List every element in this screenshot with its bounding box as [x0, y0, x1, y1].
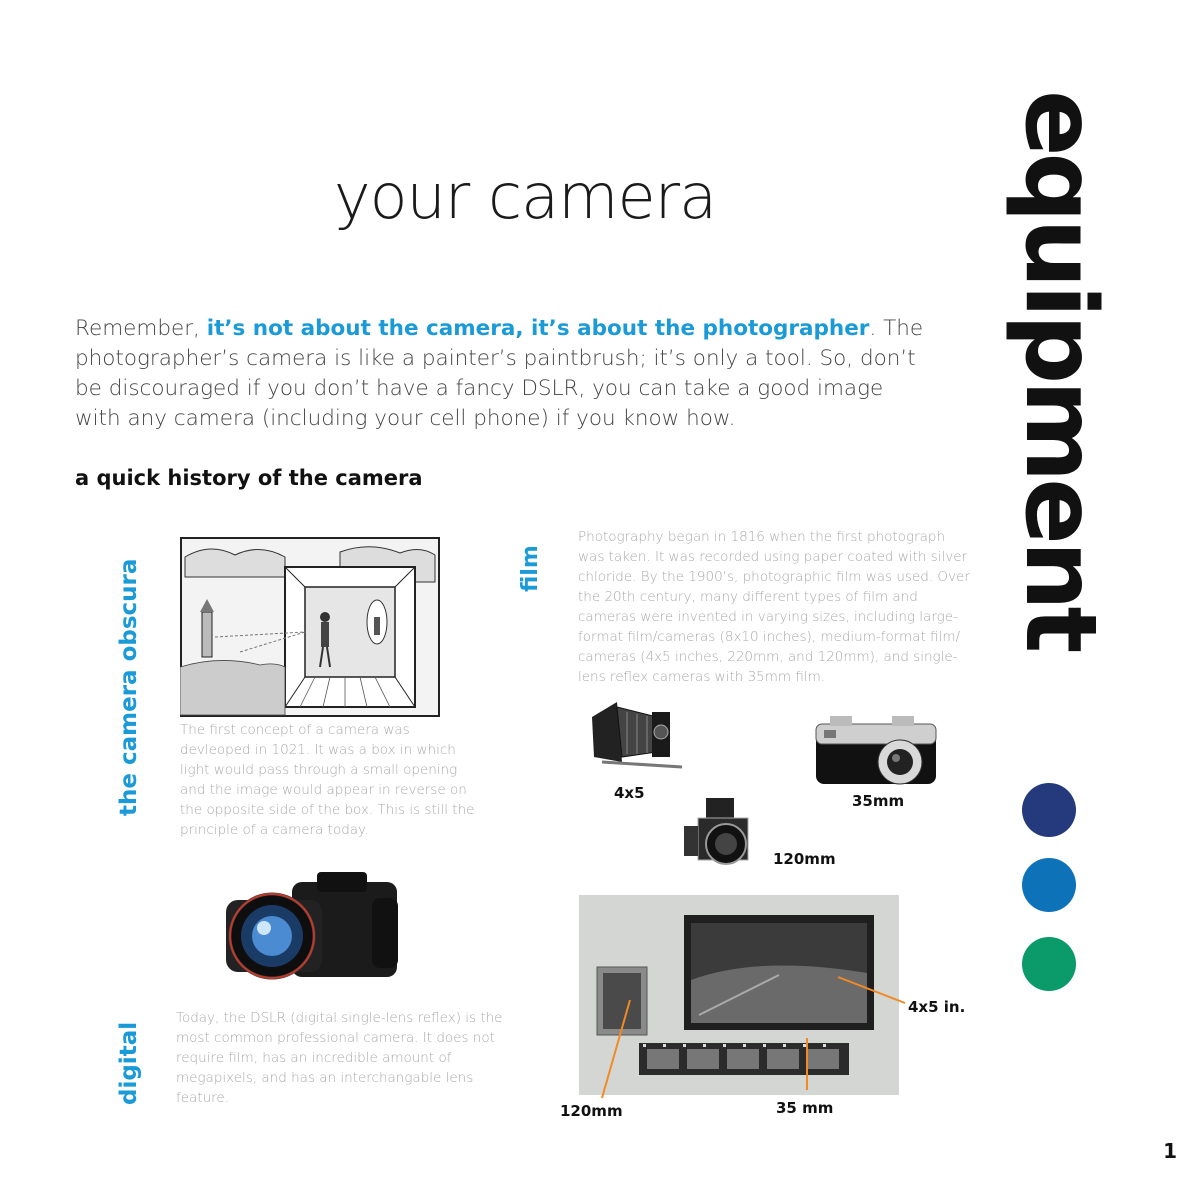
film-text: Photography began in 1816 when the first photograph was taken. It was recorded using paper coated with silver chloride. By the 1900’s, photographic film was used. Over the 20th century, many different types of film and cameras were invented in varying sizes, including large-format film/cameras (8x10 inches), medium-format film/ cameras (4x5 inches, 220mm, and 120mm), and single-lens reflex cameras with 35mm film. — [578, 529, 970, 685]
page-number: 1 — [1163, 1139, 1177, 1163]
film-label: film — [518, 545, 543, 592]
intro-paragraph — [75, 314, 935, 434]
large-format-camera-image — [582, 692, 687, 774]
caption-35mm: 35mm — [852, 792, 905, 810]
page-title: your camera — [333, 160, 717, 233]
blue-dot — [1022, 858, 1076, 912]
section-title-equipment: equipment — [1003, 90, 1117, 650]
navy-dot — [1022, 783, 1076, 837]
caption-120mm-negative: 120mm — [560, 1102, 623, 1120]
caption-4x5: 4x5 — [614, 784, 645, 802]
intro-highlight: it’s not about the camera, it’s about the photographer — [206, 316, 870, 341]
dslr-camera-image — [222, 870, 404, 985]
history-subheading: a quick history of the camera — [75, 466, 423, 490]
intro-post: . The photographer’s camera is like a painter’s paintbrush; it’s only a tool. So, don’t be discouraged if you don’t have a fancy DSLR, you can take a good image with any camera (including your cell phone) if you know how. — [75, 316, 924, 431]
obscura-text: The first concept of a camera was devleoped in 1021. It was a box in which light would pass through a small opening and the image would appear in reverse on the opposite side of the box. This is still the principle of a camera today. — [180, 722, 475, 838]
caption-120mm: 120mm — [773, 850, 836, 868]
digital-text: Today, the DSLR (digital single-lens reflex) is the most common professional camera. It does not require film, has an incredible amount of megapixels, and has an interchangable lens feature. — [176, 1010, 503, 1106]
green-dot — [1022, 937, 1076, 991]
intro-pre: Remember, — [75, 316, 207, 341]
medium-format-camera-image — [684, 794, 770, 874]
rangefinder-camera-image — [812, 712, 942, 790]
caption-4x5-in: 4x5 in. — [908, 998, 966, 1016]
camera-obscura-illustration — [180, 537, 440, 717]
negative-leader-lines — [560, 960, 920, 1120]
caption-35mm-negative: 35 mm — [776, 1099, 834, 1117]
digital-label: digital — [116, 1021, 142, 1105]
obscura-label: the camera obscura — [116, 558, 142, 816]
